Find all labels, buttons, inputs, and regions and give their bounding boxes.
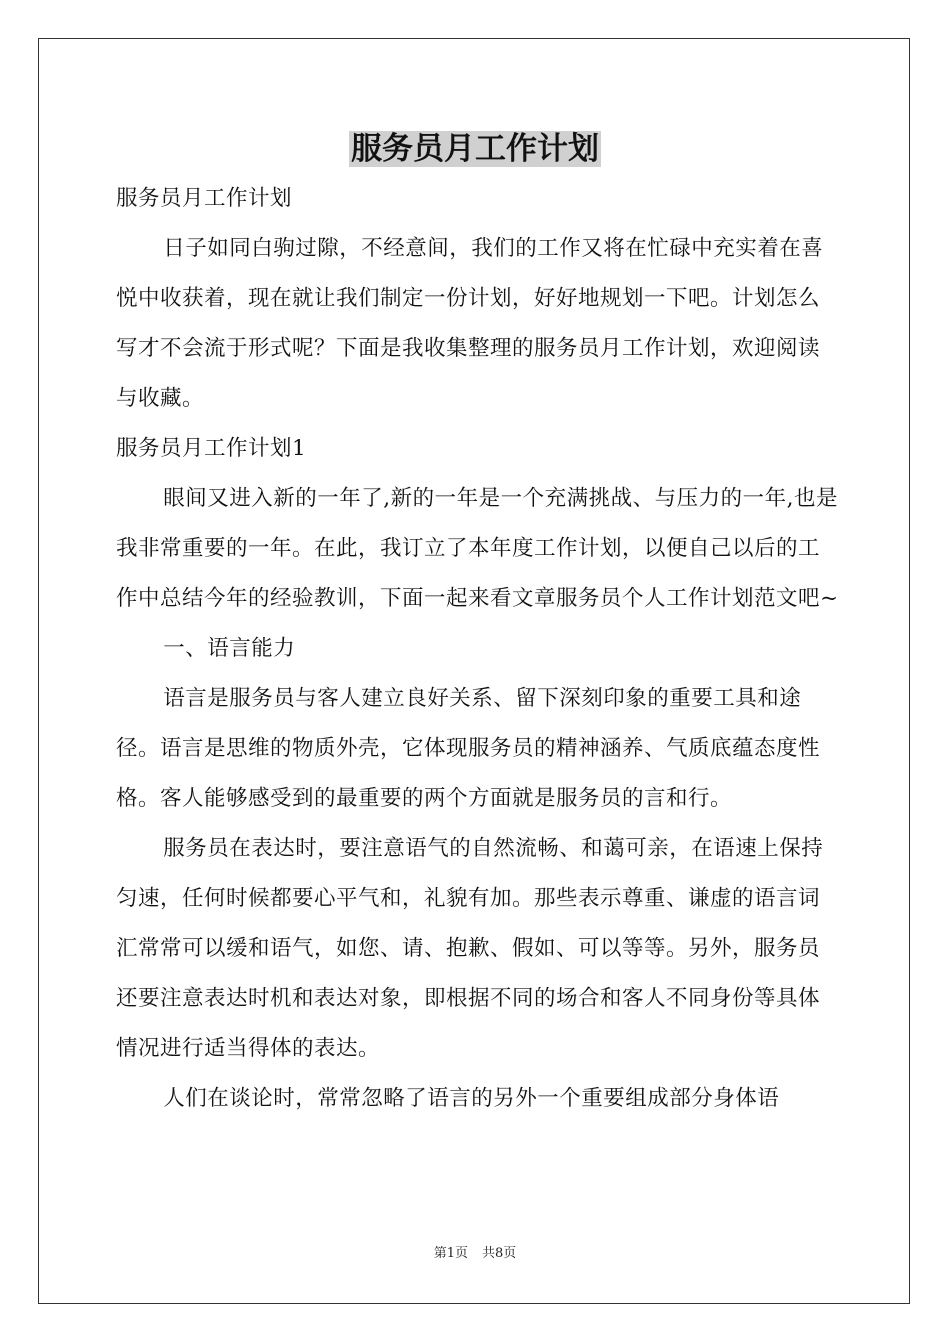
document-body — [116, 174, 840, 1124]
subsection-heading: 一、语言能力 — [163, 636, 296, 661]
page-number-total: 共8页 — [482, 1246, 517, 1261]
subtitle-paragraph: 服务员月工作计划 — [116, 186, 293, 211]
intro-paragraph: 日子如同白驹过隙，不经意间，我们的工作又将在忙碌中充实着在喜悦中收获着，现在就让我们制定一份计划，好好地规划一下吧。计划怎么写才不会流于形式呢？下面是我收集整理的服务员月工作计划，欢迎阅读与收藏。 — [116, 236, 824, 411]
body-paragraph: 眼间又进入新的一年了,新的一年是一个充满挑战、与压力的一年,也是我非常重要的一年。在此，我订立了本年度工作计划，以便自己以后的工作中总结今年的经验教训，下面一起来看文章服务员个人工作计划范文吧~ — [116, 486, 839, 611]
document-title — [0, 126, 950, 172]
body-paragraph: 人们在谈论时，常常忽略了语言的另外一个重要组成部分身体语 — [163, 1086, 780, 1111]
body-paragraph: 语言是服务员与客人建立良好关系、留下深刻印象的重要工具和途径。语言是思维的物质外壳，它体现服务员的精神涵养、气质底蕴态度性格。客人能够感受到的最重要的两个方面就是服务员的言和行。 — [116, 686, 821, 811]
document-title-text: 服务员月工作计划 — [351, 131, 599, 167]
section-heading: 服务员月工作计划1 — [116, 436, 307, 461]
page-number-current: 第1页 — [433, 1246, 468, 1261]
body-paragraph: 服务员在表达时，要注意语气的自然流畅、和蔼可亲，在语速上保持匀速，任何时候都要心平气和，礼貌有加。那些表示尊重、谦虚的语言词汇常常可以缓和语气，如您、请、抱歉、假如、可以等等。另外，服务员还要注意表达时机和表达对象，即根据不同的场合和客人不同身份等具体情况进行适当得体的表达。 — [116, 836, 824, 1061]
page-footer — [0, 1244, 950, 1264]
